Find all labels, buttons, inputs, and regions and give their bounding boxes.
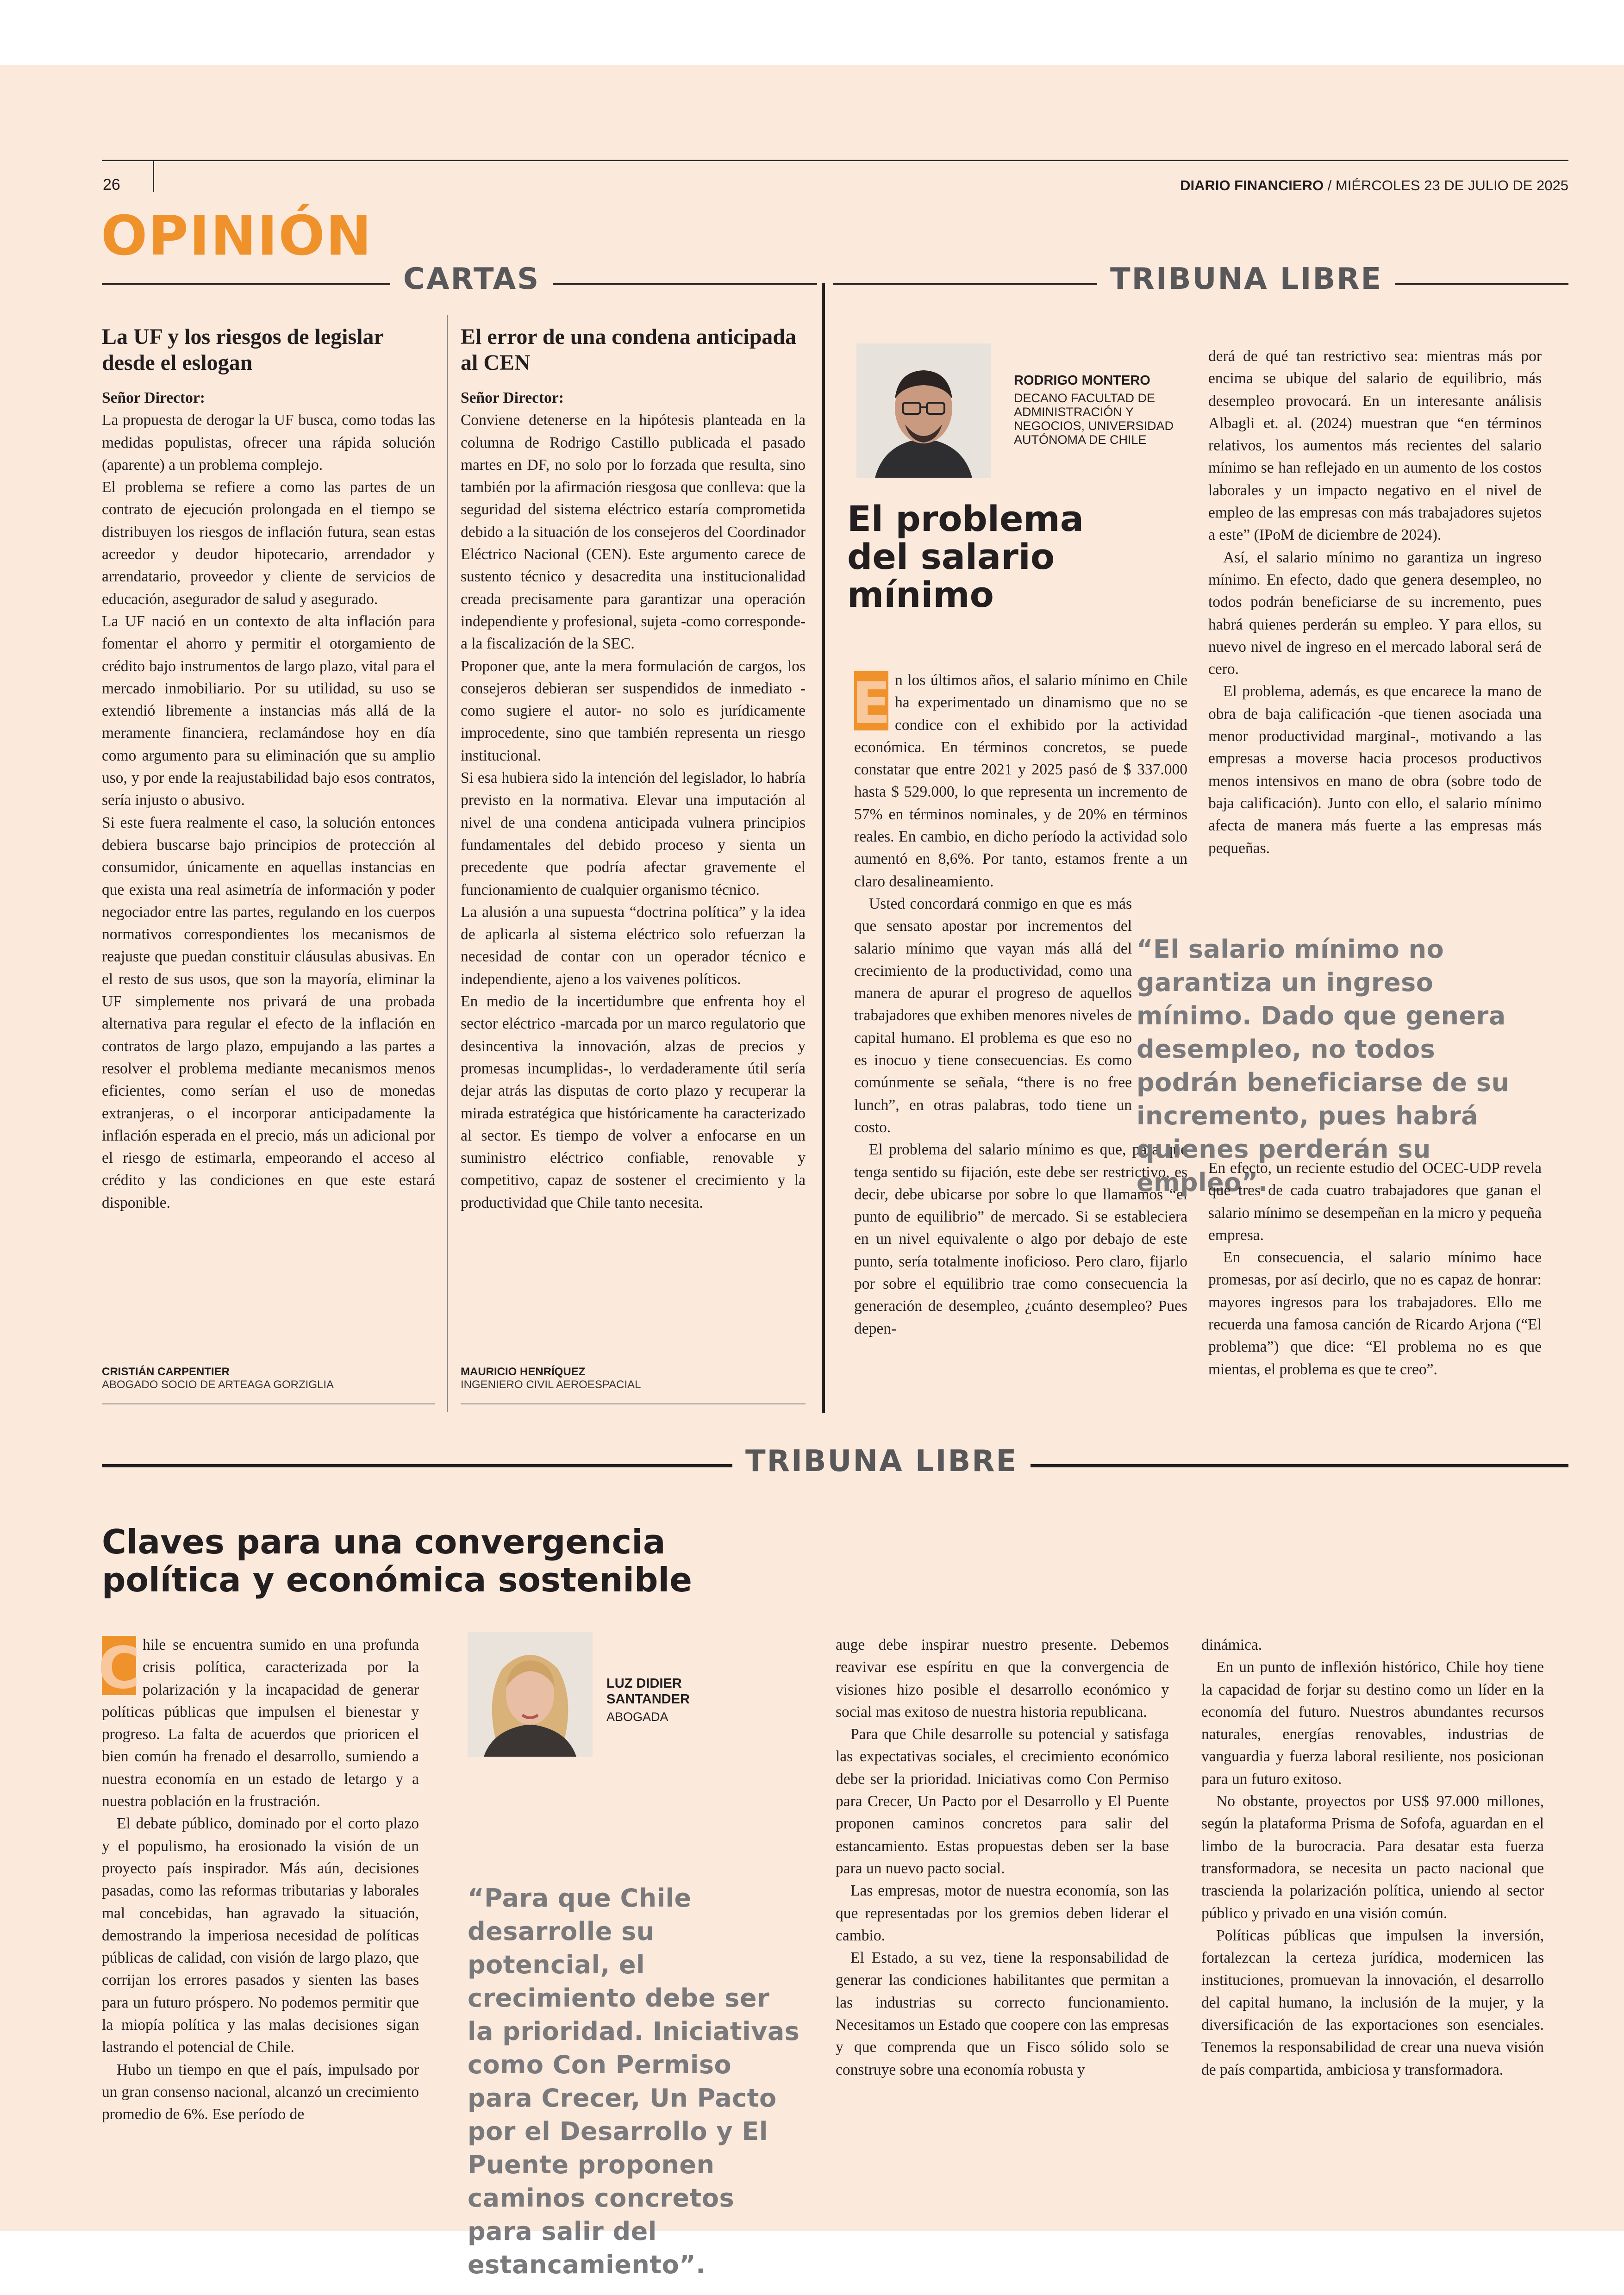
article-2-paragraph: Para que Chile desarrolle su potencial y satisfaga las expectativas sociales, el crecimiento económico debe ser la prioridad. Iniciativas como Con Permiso para Crecer, Un Pacto por el Desarrollo y El Puente proponen caminos concretos para salir del estancamiento. Estas propuestas deben ser la base para un nuevo pacto social.	[836, 1726, 1169, 1877]
letter-2-paragraph: Si esa hubiera sido la intención del legislador, lo habría previsto en la normativa. Elevar una imputación al nivel de una condena anticipada vulnera principios fundamentales del debido proceso y sienta un precedente que podría afectar gravemente el funcionamiento de cualquier organismo técnico.	[461, 769, 806, 898]
masthead	[1180, 177, 1568, 194]
article-2-pull-quote: “Para que Chile desarrolle su potencial, el crecimiento debe ser la prioridad. Iniciativas como Con Permiso para Crecer, Un Pacto por el Desarrollo y El Puente proponen caminos concretos para salir del estancamiento”.	[468, 1883, 800, 2279]
article-2-paragraph: No obstante, proyectos por US$ 97.000 millones, según la plataforma Prisma de Sofofa, aguardan en el limbo de la burocracia. Para desatar esta fuerza transformadora, se necesita un pacto nacional que trascienda la polarización política, uniendo al sector público y privado en una visión común.	[1201, 1793, 1544, 1922]
letter-1-signature	[102, 1366, 435, 1391]
article-2-paragraph: auge debe inspirar nuestro presente. Debemos reavivar ese espíritu en que la convergencia de visiones hizo posible el desarrollo económico y social mas exitoso de nuestra historia republicana.	[836, 1636, 1169, 1721]
article-1-title: El problema del salario mínimo	[847, 498, 1084, 615]
letter-1-title: La UF y los riesgos de legislar desde el eslogan	[102, 324, 383, 375]
article-1-paragraph: n los últimos años, el salario mínimo en Chile ha experimentado un dinamismo que no se condice con el exhibido por la actividad económica. En términos concretos, se puede constatar que entre 2021 y 2025 pasó de $ 337.000 hasta $ 529.000, lo que representa un incremento de 57% en términos nominales, y de 20% en términos reales. En cambio, en dicho período la actividad solo aumentó en 8,6%. Por tanto, estamos frente a un claro desalineamiento.	[854, 672, 1187, 890]
letter-1-author: CRISTIÁN CARPENTIER	[102, 1366, 230, 1378]
tribuna-1-heading: TRIBUNA LIBRE	[1097, 262, 1395, 296]
article-1-paragraph: En efecto, un reciente estudio del OCEC-UDP revela que tres de cada cuatro trabajadores que ganan el salario mínimo se desempeñan en la micro y pequeña empresa.	[1208, 1160, 1542, 1244]
didier-name: LUZ DIDIER SANTANDER	[606, 1676, 690, 1707]
letter-1-paragraph: La propuesta de derogar la UF busca, como todas las medidas populistas, ofrecer una rápida solución (aparente) a un problema complejo.	[102, 412, 435, 474]
letter-2-role: INGENIERO CIVIL AEROESPACIAL	[461, 1378, 641, 1391]
letter-1-paragraph: Si este fuera realmente el caso, la solución entonces debiera buscarse bajo principios de protección al consumidor, únicamente en aquellas instancias en que exista una real asimetría de información y poder negociador entre las partes, regulando en los cuerpos normativos correspondientes los mecanismos de reajuste que puedan constituir cláusulas abusivas. En el resto de sus usos, que son la mayoría, eliminar la UF simplemente nos privará de una probada alternativa para regular el efecto de la inflación en contratos de largo plazo, empujando a las partes a resolver el problema mediante mecanismos menos eficientes, como serían el uso de monedas extranjeras, o el incorporar anticipadamente la inflación esperada en el precio, más un adicional por el riesgo de estimarla, empeorando el acceso al crédito y las condiciones en que este estará disponible.	[102, 814, 435, 1211]
letter-2-title: El error de una condena anticipada al CEN	[461, 324, 796, 375]
letter-2-paragraph: Conviene detenerse en la hipótesis planteada en la columna de Rodrigo Castillo publicada el pasado martes en DF, no solo por lo forzada que resulta, sino también por la afirmación riesgosa que conlleva: que la seguridad del sistema eléctrico estaría comprometida debido a la situación de los consejeros del Coordinador Eléctrico Nacional (CEN). Este argumento carece de sustento técnico y desacredita una institucionalidad creada precisamente para garantizar una operación independiente y profesional, sujeta -como corresponde- a la fiscalización de la SEC.	[461, 412, 806, 653]
portrait-icon	[856, 343, 991, 478]
letter-2-signature	[461, 1366, 806, 1391]
article-2-paragraph: dinámica.	[1201, 1636, 1262, 1653]
drop-cap-c	[98, 1635, 140, 1702]
cartas-divider	[447, 315, 448, 1412]
article-2-paragraph: Políticas públicas que impulsen la inversión, fortalezcan la certeza jurídica, modernicen las instituciones, promuevan la innovación, el desarrollo del capital humano, la inclusión de la mujer, y la diversificación de las exportaciones son esenciales. Tenemos la responsabilidad de crear una nueva visión de país compartida, ambiciosa y transformadora.	[1201, 1927, 1544, 2078]
article-2-paragraph: El Estado, a su vez, tiene la responsabilidad de generar las condiciones habilitantes que permitan a las industrias su correcto funcionamiento. Necesitamos un Estado que coopere con las empresas y que comprenda que un Fisco sólido solo se construye sobre una economía robusta y	[836, 1949, 1169, 2078]
portrait-icon	[468, 1632, 593, 1757]
article-2-paragraph: Hubo un tiempo en que el país, impulsado por un gran consenso nacional, alcanzó un crecimiento promedio de 6%. Ese período de	[102, 2061, 419, 2123]
tribuna-2-heading: TRIBUNA LIBRE	[732, 1444, 1031, 1478]
article-1-paragraph: El problema, además, es que encarece la mano de obra de baja calificación -que tienen asociada una menor productividad marginal-, motivando a las empresas a moverse hacia procesos productivos menos intensivos en mano de obra (sobre todo de baja calificación). Junto con ello, el salario mínimo afecta de manera más fuerte a las empresas más pequeñas.	[1208, 683, 1542, 857]
page-number: 26	[103, 176, 120, 193]
montero-name: RODRIGO MONTERO	[1014, 373, 1150, 388]
letter-1-paragraph: El problema se refiere a como las partes de un contrato de ejecución prolongada en el tiempo se distribuyen los riesgos de inflación futura, sean estas acreedor y deudor hipotecario, arrendador y arrendatario, proveedor y cliente de servicios de educación, asegurador de salud y asegurado.	[102, 479, 435, 608]
letter-1	[102, 324, 435, 1214]
svg-text:E: E	[851, 670, 891, 737]
author-photo-didier	[468, 1632, 593, 1757]
article-1-pull-quote: “El salario mínimo no garantiza un ingreso mínimo. Dado que genera desempleo, no todos podrán beneficiarse de su incremento, pues habrá quienes perderán su empleo”.	[1137, 935, 1510, 1197]
letter-2-rule	[461, 1403, 806, 1404]
letter-1-salutation: Señor Director:	[102, 389, 205, 406]
article-1-column-2-continued	[1208, 1157, 1542, 1381]
article-2-paragraph: hile se encuentra sumido en una profunda crisis política, caracterizada por la polarización y la incapacidad de generar políticas públicas que impulsen el bienestar y progreso. La falta de acuerdos que prioricen el bien común ha frenado el desarrollo, sumiendo a nuestra economía en un estado de letargo y a nuestra población en la frustración.	[102, 1636, 419, 1810]
article-1-paragraph: El problema del salario mínimo es que, para que tenga sentido su fijación, este debe ser restrictivo, es decir, debe ubicarse por sobre lo que llamamos “el punto de equilibrio” de mercado. Si se estableciera en un nivel equivalente o algo por debajo de este punto, sería totalmente inoficioso. Pero claro, fijarlo por sobre el equilibrio trae como consecuencia la generación de desempleo, ¿cuánto desempleo? Pues depen-	[854, 1141, 1187, 1337]
letter-1-rule	[102, 1403, 435, 1404]
publication-name: DIARIO FINANCIERO	[1180, 177, 1324, 193]
didier-role: ABOGADA	[606, 1710, 668, 1724]
letter-2-salutation: Señor Director:	[461, 389, 564, 406]
column-divider	[822, 283, 825, 1413]
article-2-title: Claves para una convergencia política y económica sostenible	[102, 1522, 692, 1599]
montero-byline	[1014, 373, 1199, 447]
svg-text:C: C	[98, 1635, 140, 1702]
drop-cap-e	[851, 670, 891, 737]
section-title: OPINIÓN	[101, 204, 373, 268]
article-2-paragraph: Las empresas, motor de nuestra economía, son las que representadas por los gremios deben liderar el cambio.	[836, 1882, 1169, 1944]
article-2-paragraph: El debate público, dominado por el corto plazo y el populismo, ha erosionado la visión de un proyecto país inspirador. Más aún, decisiones pasadas, como las reformas tributarias y laborales mal concebidas, han agravado la situación, demostrando la imperiosa necesidad de políticas públicas de calidad, con visión de largo plazo, que corrijan los errores pasados y sienten las bases para un futuro próspero. No podemos permitir que la miopía política y las malas decisiones sigan lastrando el potencial de Chile.	[102, 1815, 419, 2056]
cartas-heading: CARTAS	[390, 262, 553, 296]
montero-role: DECANO FACULTAD DE ADMINISTRACIÓN Y NEGOCIOS, UNIVERSIDAD AUTÓNOMA DE CHILE	[1014, 391, 1174, 447]
article-1-paragraph: Así, el salario mínimo no garantiza un ingreso mínimo. En efecto, dado que genera desempleo, no todos podrán beneficiarse de su incremento, pues habrá quienes perderán su empleo. Y para ellos, su nuevo nivel de ingreso en el mercado laboral será de cero.	[1208, 549, 1542, 678]
article-1-paragraph: En consecuencia, el salario mínimo hace promesas, por así decirlo, que no es capaz de honrar: mayores ingresos para los trabajadores. Ello me recuerda una famosa canción de Ricardo Arjona (“El problema”) que dice: “El problema no es que mientas, el problema es que te creo”.	[1208, 1249, 1542, 1378]
article-1-paragraph: derá de qué tan restrictivo sea: mientras más por encima se ubique del salario de equilibrio, más desempleo provocará. En un interesante análisis Albagli et. al. (2024) muestran que “en términos relativos, los aumentos más recientes del salario mínimo se han reflejado en un aumento de los costos laborales y un impacto negativo en el nivel de empleo de las empresas con más trabajadores sujetos a este” (IPoM de diciembre de 2024).	[1208, 348, 1542, 544]
article-2-column-3	[836, 1634, 1169, 2081]
letter-1-role: ABOGADO SOCIO DE ARTEAGA GORZIGLIA	[102, 1378, 334, 1391]
letter-2-paragraph: La alusión a una supuesta “doctrina política” y la idea de aplicarla al sistema eléctrico solo refuerzan la necesidad de contar con un operador técnico e independiente, ajeno a los vaivenes políticos.	[461, 903, 806, 988]
letter-2-author: MAURICIO HENRÍQUEZ	[461, 1366, 586, 1378]
letter-2	[461, 324, 806, 1214]
letter-1-paragraph: La UF nació en un contexto de alta inflación para fomentar el ahorro y permitir el otorgamiento de crédito bajo instrumentos de largo plazo, vital para el mercado inmobiliario. Por su utilidad, su uso se extendió libremente a instancias más allá de la meramente financiera, reclamándose hoy en día como argumento para su eliminación que su amplio uso, y por ende la reajustabilidad bajo esos contratos, sería injusto o abusivo.	[102, 612, 435, 809]
header-rule	[102, 160, 1568, 161]
article-2-column-1	[98, 1634, 419, 2126]
letter-2-paragraph: En medio de la incertidumbre que enfrenta hoy el sector eléctrico -marcada por un marco regulatorio que desincentiva la innovación, alzas de precios y promesas incumplidas-, lo verdaderamente útil sería dejar atrás las disputas de corto plazo y recuperar la mirada estratégica que históricamente ha caracterizado al sector. Es tiempo de volver a enfocarse en un suministro eléctrico confiable, renovable y competitivo, capaz de sostener el crecimiento y la productividad que Chile tanto necesita.	[461, 993, 806, 1211]
article-1-paragraph: Usted concordará conmigo en que es más que sensato apostar por incrementos del salario mínimo que vayan más allá del crecimiento de la productividad, como una manera de apurar el progreso de aquellos trabajadores que exhiben menores niveles de capital humano. El problema es que eso no es inocuo y tiene consecuencias. Es como comúnmente se señala, “there is no free lunch”, en otras palabras, todo tiene un costo.	[854, 895, 1132, 1136]
letter-2-paragraph: Proponer que, ante la mera formulación de cargos, los consejeros debieran ser suspendidos de inmediato -como sugiere el autor- no solo es jurídicamente improcedente, sino que también representa un riesgo institucional.	[461, 657, 806, 764]
header-tick	[153, 160, 154, 192]
issue-date: / MIÉRCOLES 23 DE JULIO DE 2025	[1327, 177, 1568, 193]
didier-byline	[606, 1676, 759, 1724]
article-2-paragraph: En un punto de inflexión histórico, Chile hoy tiene la capacidad de forjar su destino como un líder en la economía del futuro. Nuestros abundantes recursos naturales, energías renovables, industrias de vanguardia y fuerza laboral resiliente, nos posicionan para un futuro exitoso.	[1201, 1659, 1544, 1788]
article-2-column-4	[1201, 1634, 1544, 2081]
author-photo-montero	[856, 343, 991, 478]
article-1-column-2	[1208, 345, 1542, 860]
